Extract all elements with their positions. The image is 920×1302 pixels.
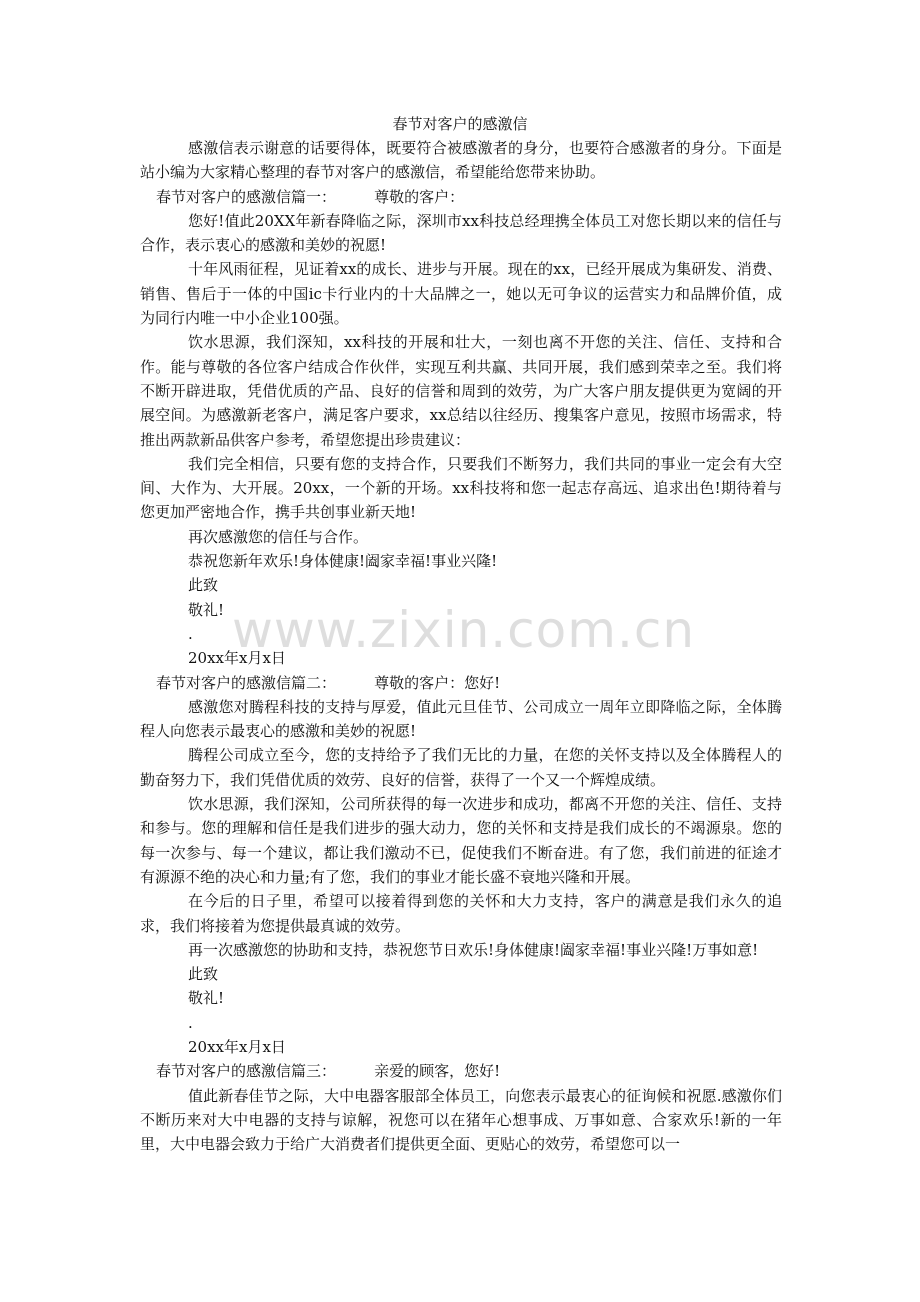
letter1-paragraph: 饮水思源，我们深知，xx科技的开展和壮大，一刻也离不开您的关注、信任、支持和合作。能与尊敬的各位客户结成合作伙伴，实现互利共赢、共同开展，我们感到荣幸之至。我们将不断开辟进取，凭借优质的产品、良好的信誉和周到的效劳，为广大客户朋友提供更为宽阔的开展空间。为感激新老客户，满足客户要求，xx总结以往经历、搜集客户意见，按照市场需求，特推出两款新品供客户参考，希望您提出珍贵建议：	[140, 333, 782, 449]
letter1-paragraph: 十年风雨征程，见证着xx的成长、进步与开展。现在的xx，已经开展成为集研发、消费、销售、售后于一体的中国ic卡行业内的十大品牌之一，她以无可争议的运营实力和品牌价值，成为同行内唯一中小企业100强。	[140, 260, 782, 328]
letter1-paragraph: 我们完全相信，只要有您的支持合作，只要我们不断努力，我们共同的事业一定会有大空间、大作为、大开展。20xx，一个新的开场。xx科技将和您一起志存高远、追求出色!期待着与您更加严密地合作，携手共创事业新天地!	[140, 454, 782, 522]
letter2-paragraph: 再一次感激您的协助和支持，恭祝您节日欢乐!身体健康!阖家幸福!事业兴隆!万事如意!	[188, 940, 759, 959]
letter2-paragraph: 感激您对腾程科技的支持与厚爱，值此元旦佳节、公司成立一周年立即降临之际，全体腾程人向您表示最衷心的感激和美妙的祝愿!	[140, 697, 782, 741]
letter1-date: 20xx年x月x日	[188, 649, 286, 668]
letter2-paragraph: 饮水思源，我们深知，公司所获得的每一次进步和成功，都离不开您的关注、信任、支持和参与。您的理解和信任是我们进步的强大动力，您的关怀和支持是我们成长的不竭源泉。您的每一次参与、每一个建议，都让我们激动不已，促使我们不断奋进。有了您，我们前进的征途才有源源不绝的决心和力量;有了您，我们的事业才能长盛不衰地兴隆和开展。	[140, 795, 782, 886]
letter2-salute: 敬礼!	[188, 989, 225, 1008]
letter3-heading: 春节对客户的感激信篇三： 亲爱的顾客，您好!	[156, 1062, 501, 1081]
letter3-paragraph: 值此新春佳节之际，大中电器客服部全体员工，向您表示最衷心的征询候和祝愿.感激你们不断历来对大中电器的支持与谅解，祝您可以在猪年心想事成、万事如意、合家欢乐!新的一年里，大中电器会致力于给广大消费者们提供更全面、更贴心的效劳，希望您可以一	[140, 1086, 782, 1154]
letter1-thanks: 再次感激您的信任与合作。	[188, 527, 369, 546]
letter2-dot: .	[188, 1013, 193, 1032]
intro-paragraph: 感激信表示谢意的话要得体，既要符合被感激者的身分，也要符合感激者的身分。下面是站小编为大家精心整理的春节对客户的感激信，希望能给您带来协助。	[140, 139, 782, 182]
letter1-heading: 春节对客户的感激信篇一： 尊敬的客户：	[156, 187, 465, 206]
letter2-paragraph: 腾程公司成立至今，您的支持给予了我们无比的力量，在您的关怀支持以及全体腾程人的勤奋努力下，我们凭借优质的效劳、良好的信誉，获得了一个又一个辉煌成绩。	[140, 746, 782, 789]
letter1-closing: 此致	[188, 576, 219, 595]
letter1-paragraph: 您好!值此20XX年新春降临之际，深圳市xx科技总经理携全体员工对您长期以来的信任与合作，表示衷心的感激和美妙的祝愿!	[140, 211, 782, 255]
letter2-closing: 此致	[188, 965, 219, 984]
watermark: www.zixin.com.cn	[232, 601, 696, 659]
letter2-heading: 春节对客户的感激信篇二： 尊敬的客户：您好!	[156, 673, 501, 692]
letter1-dot: .	[188, 624, 193, 643]
page-title: 春节对客户的感激信	[392, 115, 528, 133]
letter1-salute: 敬礼!	[188, 600, 225, 619]
letter1-wishes: 恭祝您新年欢乐!身体健康!阖家幸福!事业兴隆!	[188, 552, 498, 571]
letter2-date: 20xx年x月x日	[188, 1037, 286, 1056]
letter2-paragraph: 在今后的日子里，希望可以接着得到您的关怀和大力支持，客户的满意是我们永久的追求，我们将接着为您提供最真诚的效劳。	[140, 892, 782, 935]
